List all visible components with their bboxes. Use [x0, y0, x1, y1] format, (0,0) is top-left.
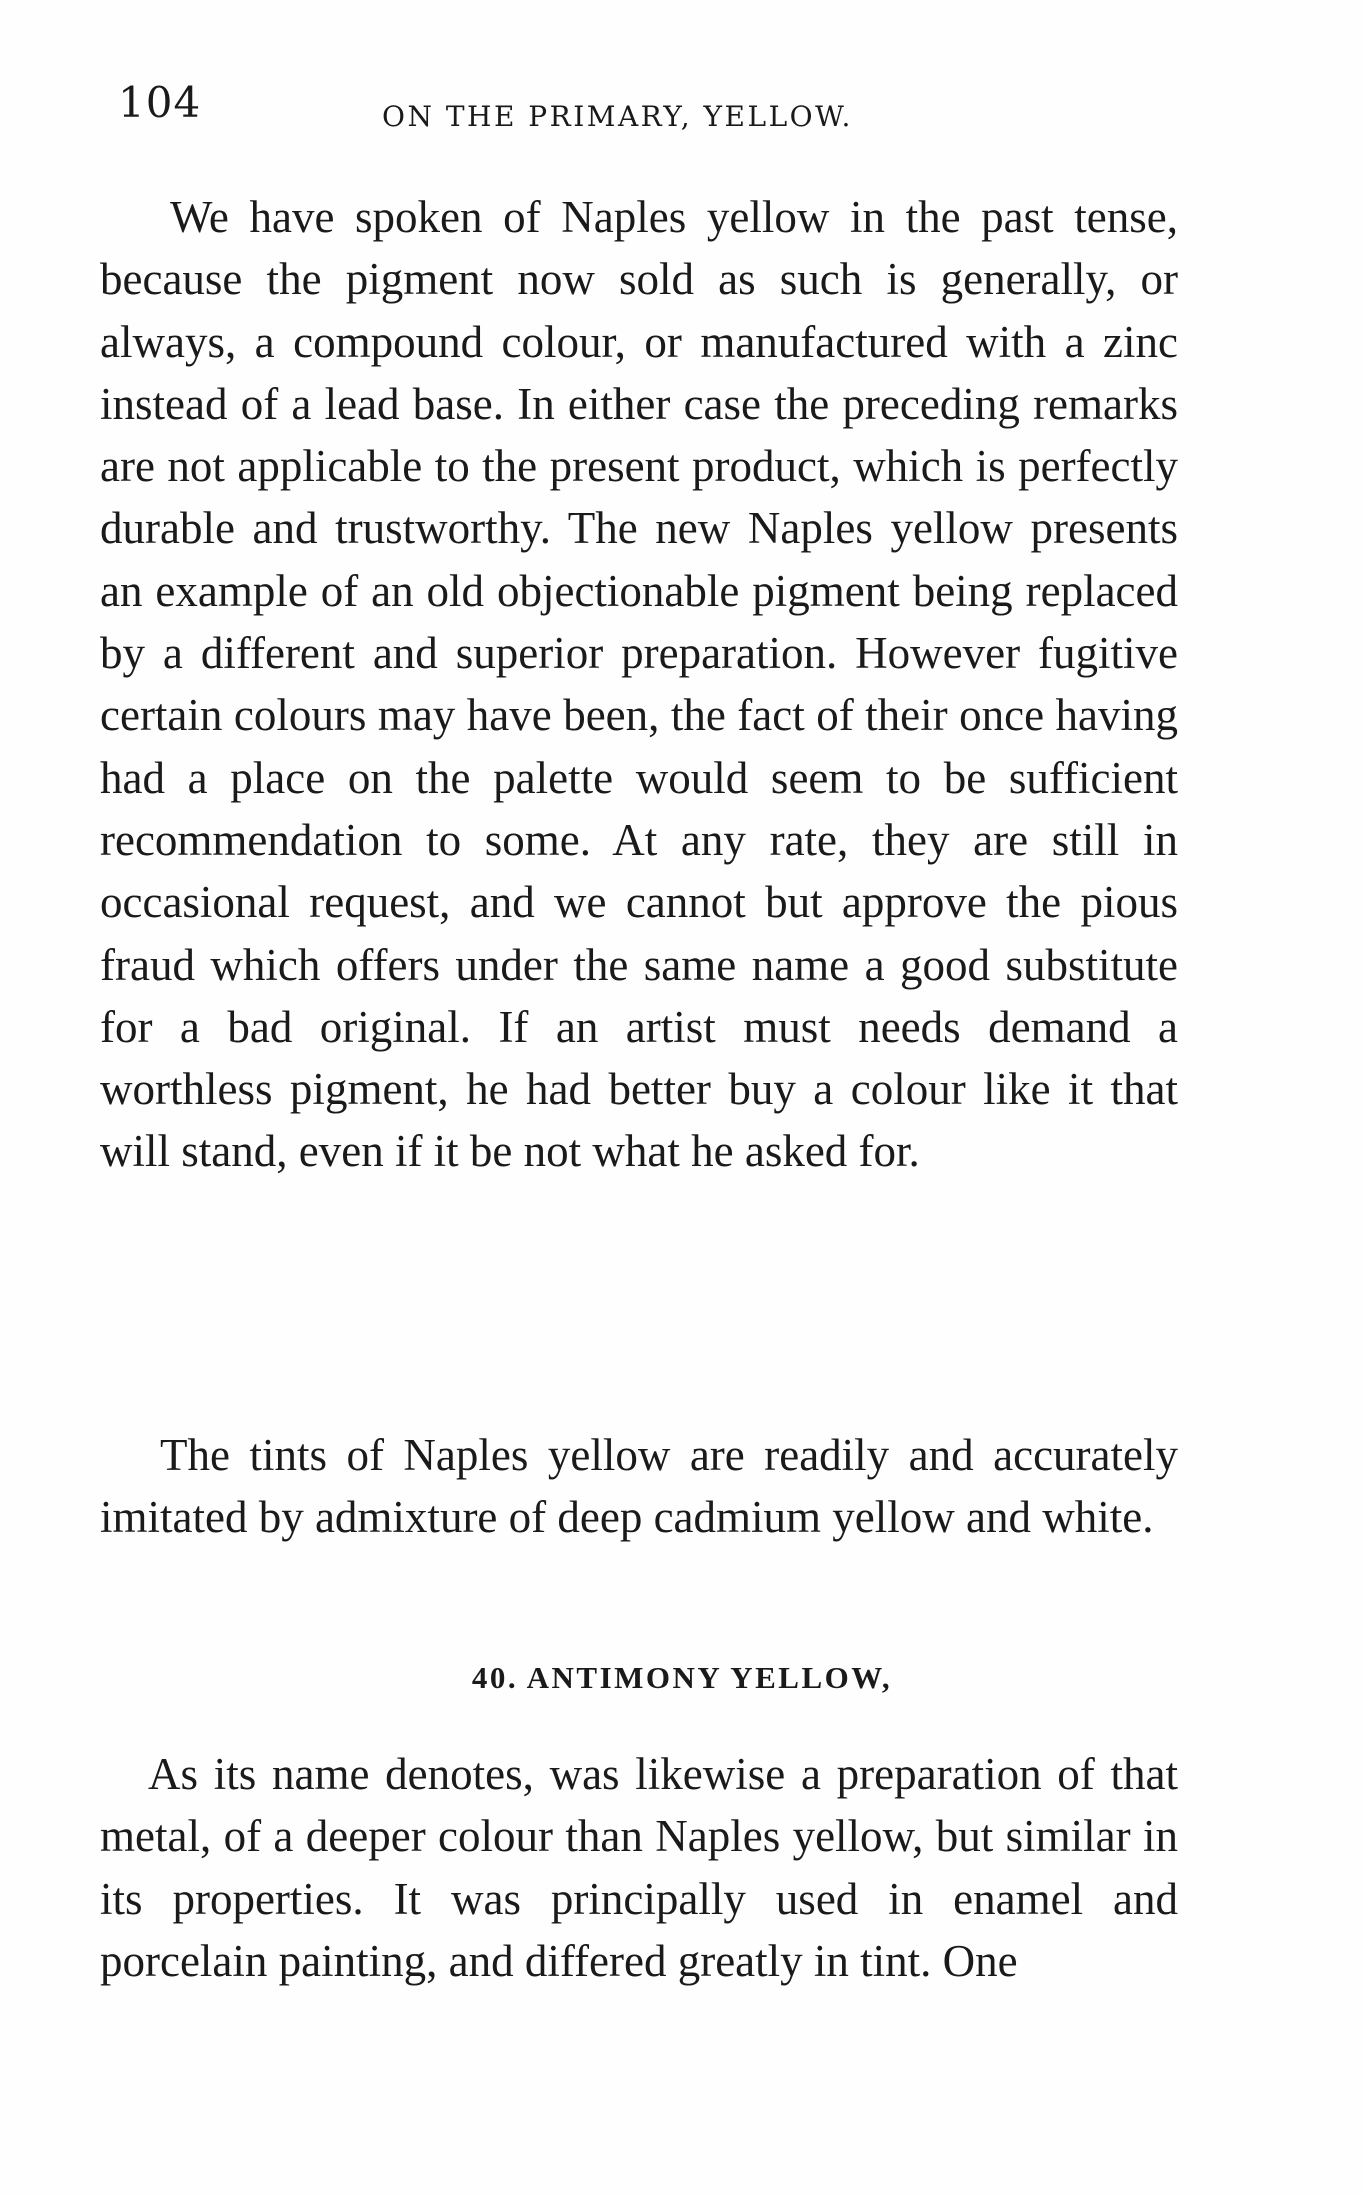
- section-heading-antimony-yellow: 40. ANTIMONY YELLOW,: [471, 1660, 893, 1695]
- paragraph-naples-yellow-past-tense: We have spoken of Naples yellow in the past tense, because the pigment now sold as such is generally, or always, a compound colour, or manufactured with a zinc instead of a lead base. In either case the preceding remarks are not applicable to the present product, which is perfectly durable and trustworthy. The new Naples yellow presents an example of an old objectionable pigment being replaced by a different and superior preparation. However fugitive certain colours may have been, the fact of their once having had a place on the palette would seem to be sufficient recommendation to some. At any rate, they are still in occasional request, and we cannot but approve the pious fraud which offers under the same name a good substitute for a bad original. If an artist must needs demand a worthless pigment, he had better buy a colour like it that will stand, even if it be not what he asked for.: [100, 192, 1178, 1177]
- paragraph-naples-yellow-tints: The tints of Naples yellow are readily and accurately imitated by admixture of deep cadmium yellow and white.: [100, 1430, 1178, 1543]
- running-title: ON THE PRIMARY, YELLOW.: [382, 100, 853, 133]
- page-number: 104: [118, 78, 202, 127]
- paragraph-antimony-yellow: As its name denotes, was likewise a preparation of that metal, of a deeper colour than Naples yellow, but similar in its properties. It was principally used in enamel and porcelain painting, and differed greatly in tint. One: [100, 1749, 1178, 1986]
- running-head: [118, 78, 1178, 138]
